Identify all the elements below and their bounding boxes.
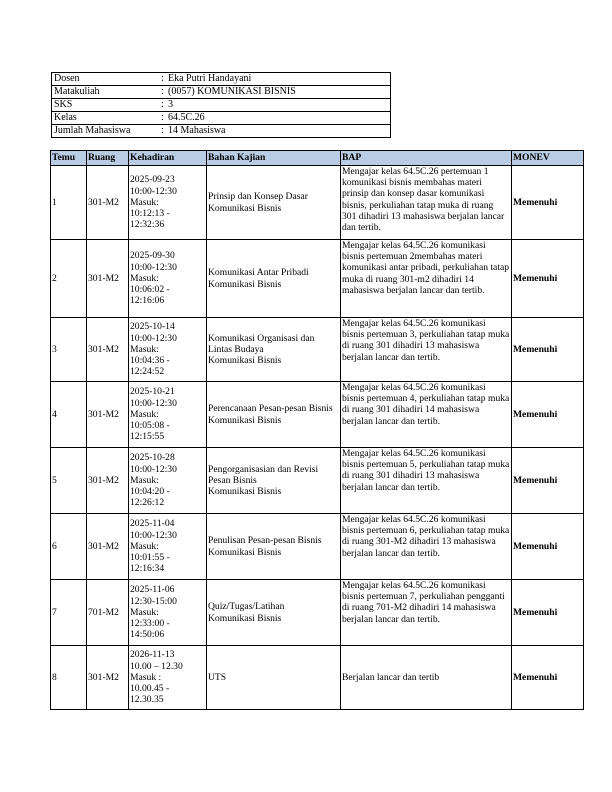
info-label: SKS xyxy=(52,99,160,112)
bahan-topic: Pengorganisasian dan Revisi Pesan Bisnis xyxy=(208,463,319,486)
bahan-topic: UTS xyxy=(208,671,227,683)
header-bahan-kajian: Bahan Kajian xyxy=(207,151,341,166)
masuk-mulai: 12:33:00 - xyxy=(130,618,170,630)
table-row xyxy=(51,514,584,580)
masuk-selesai: 14:50:06 xyxy=(130,629,165,641)
temu-cell: 8 xyxy=(51,646,87,710)
info-row xyxy=(52,86,391,99)
temu-cell: 1 xyxy=(51,166,87,240)
monev-cell: Memenuhi xyxy=(512,382,584,448)
header-ruang: Ruang xyxy=(87,151,129,166)
monev-cell: Memenuhi xyxy=(512,646,584,710)
masuk-mulai: 10:01:55 - xyxy=(130,552,170,564)
table-row xyxy=(51,166,584,240)
bahan-course: Komunikasi Bisnis xyxy=(208,486,282,498)
masuk-selesai: 12:32:36 xyxy=(130,219,165,231)
masuk-selesai: 12:16:34 xyxy=(130,563,165,575)
masuk-mulai: 10:04:20 - xyxy=(130,486,170,498)
monev-cell: Memenuhi xyxy=(512,580,584,646)
info-row xyxy=(52,99,391,112)
kehadiran-cell xyxy=(129,448,207,514)
info-label: Kelas xyxy=(52,112,160,125)
tanggal: 2025-11-06 xyxy=(130,584,175,596)
temu-cell: 5 xyxy=(51,448,87,514)
jam: 10:00-12:30 xyxy=(130,185,177,197)
tanggal: 2025-10-21 xyxy=(130,386,175,398)
bap-cell: Mengajar kelas 64.5C.26 komunikasi bisnis pertemuan 3, perkuliahan tatap muka di ruang 301 dihadiri 13 mahasiswa berjalan lancar dan tertib. xyxy=(341,318,512,382)
bap-cell: Mengajar kelas 64.5C.26 komunikasi bisnis pertemuan 5, perkuliahan tatap muka di ruang 301 dihadiri 13 mahasiswa berjalan lancar dan tertib. xyxy=(341,448,512,514)
table-row xyxy=(51,646,584,710)
monev-cell: Memenuhi xyxy=(512,318,584,382)
ruang-cell: 301-M2 xyxy=(87,382,129,448)
attendance-table xyxy=(50,150,584,710)
bahan-topic: Perencanaan Pesan-pesan Bisnis xyxy=(208,403,333,415)
ruang-cell: 301-M2 xyxy=(87,646,129,710)
bahan-topic: Prinsip dan Konsep Dasar xyxy=(208,191,308,203)
bahan-topic: Komunikasi Organisasi dan Lintas Budaya xyxy=(208,332,315,355)
bahan-kajian-cell xyxy=(207,318,341,382)
jam: 10:00-12:30 xyxy=(130,332,177,344)
tanggal: 2025-09-30 xyxy=(130,250,175,262)
header-temu: Temu xyxy=(51,151,87,166)
bahan-kajian-cell xyxy=(207,514,341,580)
info-row xyxy=(52,125,391,138)
monev-cell: Memenuhi xyxy=(512,448,584,514)
table-row xyxy=(51,318,584,382)
ruang-cell: 301-M2 xyxy=(87,448,129,514)
bahan-kajian-cell xyxy=(207,580,341,646)
bahan-topic: Quiz/Tugas/Latihan xyxy=(208,601,285,613)
masuk-label: Masuk: xyxy=(130,196,159,208)
info-label: Jumlah Mahasiswa xyxy=(52,125,160,138)
table-row xyxy=(51,382,584,448)
table-row xyxy=(51,240,584,318)
masuk-label: Masuk: xyxy=(130,408,159,420)
masuk-selesai: 12:26:12 xyxy=(130,497,165,509)
header-row xyxy=(51,151,584,166)
bap-cell: Mengajar kelas 64.5C.26 komunikasi bisnis pertemuan 4, perkuliahan tatap muka di ruang 301 dihadiri 14 mahasiswa berjalan lancar dan tertib. xyxy=(341,382,512,448)
temu-cell: 3 xyxy=(51,318,87,382)
bahan-topic: Komunikasi Antar Pribadi xyxy=(208,267,309,279)
masuk-label: Masuk: xyxy=(130,540,159,552)
monev-cell: Memenuhi xyxy=(512,166,584,240)
ruang-cell: 701-M2 xyxy=(87,580,129,646)
info-value: 64.5C.26 xyxy=(168,112,205,123)
jam: 10:00-12:30 xyxy=(130,463,177,475)
bap-cell: Mengajar kelas 64.5C.26 komunikasi bisnis pertemuan 7, perkuliahan pengganti di ruang 701-M2 dihadiri 14 mahasiswa berjalan lancar dan tertib. xyxy=(341,580,512,646)
monev-cell: Memenuhi xyxy=(512,240,584,318)
course-info-table xyxy=(51,72,391,138)
bahan-kajian-cell xyxy=(207,448,341,514)
ruang-cell: 301-M2 xyxy=(87,240,129,318)
bahan-course: Komunikasi Bisnis xyxy=(208,414,282,426)
temu-cell: 2 xyxy=(51,240,87,318)
jam: 12:30-15:00 xyxy=(130,595,177,607)
bahan-course: Komunikasi Bisnis xyxy=(208,612,282,624)
masuk-label: Masuk: xyxy=(130,272,159,284)
info-row xyxy=(52,73,391,86)
kehadiran-cell xyxy=(129,382,207,448)
bahan-topic: Penulisan Pesan-pesan Bisnis xyxy=(208,535,322,547)
masuk-selesai: 12:24:52 xyxy=(130,366,165,378)
masuk-label: Masuk : xyxy=(130,671,162,683)
masuk-selesai: 12:15:55 xyxy=(130,431,165,443)
bahan-kajian-cell xyxy=(207,240,341,318)
masuk-label: Masuk: xyxy=(130,343,159,355)
masuk-mulai: 10:12:13 - xyxy=(130,208,170,220)
info-value-cell: : (0057) KOMUNIKASI BISNIS xyxy=(159,86,391,99)
masuk-label: Masuk: xyxy=(130,474,159,486)
tanggal: 2025-09-23 xyxy=(130,174,175,186)
tanggal: 2025-11-04 xyxy=(130,518,175,530)
kehadiran-cell xyxy=(129,240,207,318)
info-value-cell: : 14 Mahasiswa xyxy=(159,125,391,138)
masuk-mulai: 10:04:36 - xyxy=(130,355,170,367)
temu-cell: 6 xyxy=(51,514,87,580)
bap-cell: Mengajar kelas 64.5C.26 pertemuan 1 komunikasi bisnis membahas materi prinsip dan konsep dasar komunikasi bisnis, perkuliahan tatap muka di ruang 301 dihadiri 13 mahasiswa berjalan lancar dan tertib. xyxy=(341,166,512,240)
kehadiran-cell xyxy=(129,646,207,710)
table-row xyxy=(51,448,584,514)
ruang-cell: 301-M2 xyxy=(87,318,129,382)
info-value: 14 Mahasiswa xyxy=(168,125,226,136)
kehadiran-cell xyxy=(129,580,207,646)
info-value: Eka Putri Handayani xyxy=(168,73,252,84)
info-label: Dosen xyxy=(52,73,160,86)
info-value-cell: : 64.5C.26 xyxy=(159,112,391,125)
temu-cell: 7 xyxy=(51,580,87,646)
kehadiran-cell xyxy=(129,166,207,240)
header-kehadiran: Kehadiran xyxy=(129,151,207,166)
jam: 10:00-12:30 xyxy=(130,261,177,273)
bahan-course: Komunikasi Bisnis xyxy=(208,202,282,214)
bap-cell: Mengajar kelas 64.5C.26 komunikasi bisnis pertemuan 6, perkuliahan tatap muka di ruang 301-M2 dihadiri 13 mahasiswa berjalan lancar dan tertib. xyxy=(341,514,512,580)
info-value-cell: : Eka Putri Handayani xyxy=(159,73,391,86)
masuk-mulai: 10.00.45 - xyxy=(130,683,170,695)
bahan-kajian-cell xyxy=(207,382,341,448)
masuk-selesai: 12:16:06 xyxy=(130,295,165,307)
table-row xyxy=(51,580,584,646)
bahan-course: Komunikasi Bisnis xyxy=(208,355,282,367)
jam: 10.00 – 12.30 xyxy=(130,660,183,672)
masuk-mulai: 10:06:02 - xyxy=(130,284,170,296)
tanggal: 2026-11-13 xyxy=(130,649,175,661)
ruang-cell: 301-M2 xyxy=(87,166,129,240)
monev-cell: Memenuhi xyxy=(512,514,584,580)
masuk-label: Masuk: xyxy=(130,606,159,618)
bahan-course: Komunikasi Bisnis xyxy=(208,278,282,290)
info-label: Matakuliah xyxy=(52,86,160,99)
info-value-cell: : 3 xyxy=(159,99,391,112)
bahan-kajian-cell xyxy=(207,646,341,710)
bahan-kajian-cell xyxy=(207,166,341,240)
header-monev: MONEV xyxy=(512,151,584,166)
header-bap: BAP xyxy=(341,151,512,166)
bap-cell: Mengajar kelas 64.5C.26 komunikasi bisnis pertemuan 2membahas materi komunikasi antar pribadi, perkuliahan tatap muka di ruang 301-m2 dihadiri 14 mahasiswa berjalan lancar dan tertib. xyxy=(341,240,512,318)
tanggal: 2025-10-28 xyxy=(130,452,175,464)
info-value: 3 xyxy=(168,99,173,110)
temu-cell: 4 xyxy=(51,382,87,448)
masuk-selesai: 12.30.35 xyxy=(130,694,164,706)
info-value: (0057) KOMUNIKASI BISNIS xyxy=(168,86,296,97)
bap-cell: Berjalan lancar dan tertib xyxy=(341,646,512,710)
kehadiran-cell xyxy=(129,514,207,580)
info-row xyxy=(52,112,391,125)
bahan-course: Komunikasi Bisnis xyxy=(208,546,282,558)
masuk-mulai: 10:05:08 - xyxy=(130,420,170,432)
jam: 10:00-12:30 xyxy=(130,529,177,541)
ruang-cell: 301-M2 xyxy=(87,514,129,580)
kehadiran-cell xyxy=(129,318,207,382)
jam: 10:00-12:30 xyxy=(130,397,177,409)
tanggal: 2025-10-14 xyxy=(130,321,175,333)
